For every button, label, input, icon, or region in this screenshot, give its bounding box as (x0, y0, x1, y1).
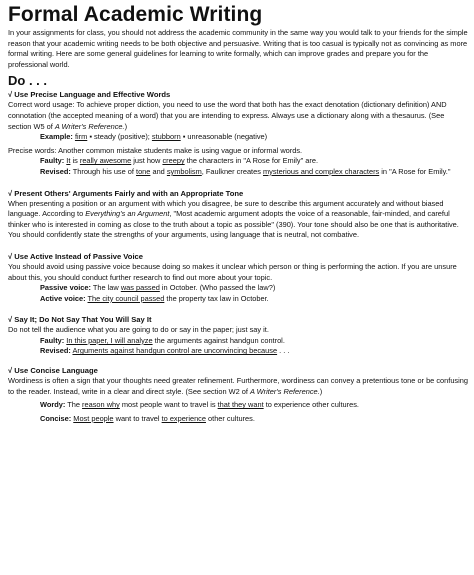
fair-arguments-paragraph: When presenting a position or an argument with which you disagree, be sure to describe this argument accurately and without biased language. According to Everything's an Argument, "Most academic argument adopts the voice of a reasonable, fair-minded, and careful thinker who is interested in coming as close to the truth about a topic as possible" (390). Your tone should also be one that is authoritative. You should confidently state the strengths of your arguments, using language that is neutral, not combative. (8, 198, 459, 240)
book-reference: Everything's an Argument (85, 209, 170, 219)
document-page (8, 4, 468, 424)
say-it-paragraph: Do not tell the audience what you are going to do or say in the paper; just say it. (8, 325, 269, 335)
section-heading-precise-language: √ Use Precise Language and Effective Words (8, 90, 171, 100)
concise-example: Concise: Most people want to travel to experience other cultures. (40, 413, 255, 423)
example-label: Example: (40, 132, 73, 142)
faulty-example: Faulty: It is really awesome just how creepy the characters in "A Rose for Emily" are. (40, 156, 319, 166)
revised-example: Revised: Through his use of tone and symbolism, Faulkner creates mysterious and complex characters in "A Rose for Emily." (40, 166, 451, 176)
correct-word-usage-paragraph: Correct word usage: To achieve proper diction, you need to use the word that both has the exact denotation (dictionary definition) AND connotation (the accepted meaning of a word) that you are intending to express. Always use a dictionary along with a thesaurus. (See section W5 of A Writer's Reference.) (8, 100, 447, 131)
page-title: Formal Academic Writing (8, 3, 263, 26)
precise-words-paragraph: Precise words: Another common mistake students make is using vague or informal words. (8, 145, 303, 155)
faulty-example: Faulty: In this paper, I will analyze the arguments against handgun control. (40, 335, 285, 345)
book-reference: A Writer's Reference. (249, 386, 320, 396)
section-heading-fair-arguments: √ Present Others' Arguments Fairly and with an Appropriate Tone (8, 188, 244, 198)
concise-language-paragraph: Wordiness is often a sign that your thoughts need greater refinement. Furthermore, wordiness can convey a pretentious tone or be confusing to the reader. Instead, write in a clear and direct style. (See section W2 of A Writer's Reference.) (8, 376, 468, 396)
active-voice-paragraph: You should avoid using passive voice because doing so makes it unclear which person or thing is performing the action. If you are unsure about this, you should conduct further research to find out more about your topic. (8, 261, 457, 282)
example-line: Example: firm ▪ steady (positive); stubborn ▪ unreasonable (negative) (40, 132, 268, 142)
section-heading-active-voice: √ Use Active Instead of Passive Voice (8, 251, 144, 261)
do-heading: Do . . . (8, 73, 47, 89)
intro-paragraph: In your assignments for class, you should not address the academic community in the same way you would talk to your friends for the simple reason that your academic writing needs to be both objective and persuasive. Writing that is too casual is typically not as convincing as more formal writing. Here are some general guidelines for learning to write formally, which can improve grades and prepare you for the professional world. (8, 28, 468, 69)
active-voice-example: Active voice: The city council passed the property tax law in October. (40, 293, 269, 303)
passive-voice-example: Passive voice: The law was passed in October. (Who passed the law?) (40, 283, 276, 293)
revised-example: Revised: Arguments against handgun control are unconvincing because . . . (40, 346, 290, 356)
section-heading-say-it: √ Say It; Do Not Say That You Will Say It (8, 315, 152, 325)
book-reference: A Writer's Reference. (54, 121, 125, 131)
wordy-example: Wordy: The reason why most people want to travel is that they want to experience other cultures. (40, 400, 359, 410)
section-heading-concise-language: √ Use Concise Language (8, 366, 98, 376)
